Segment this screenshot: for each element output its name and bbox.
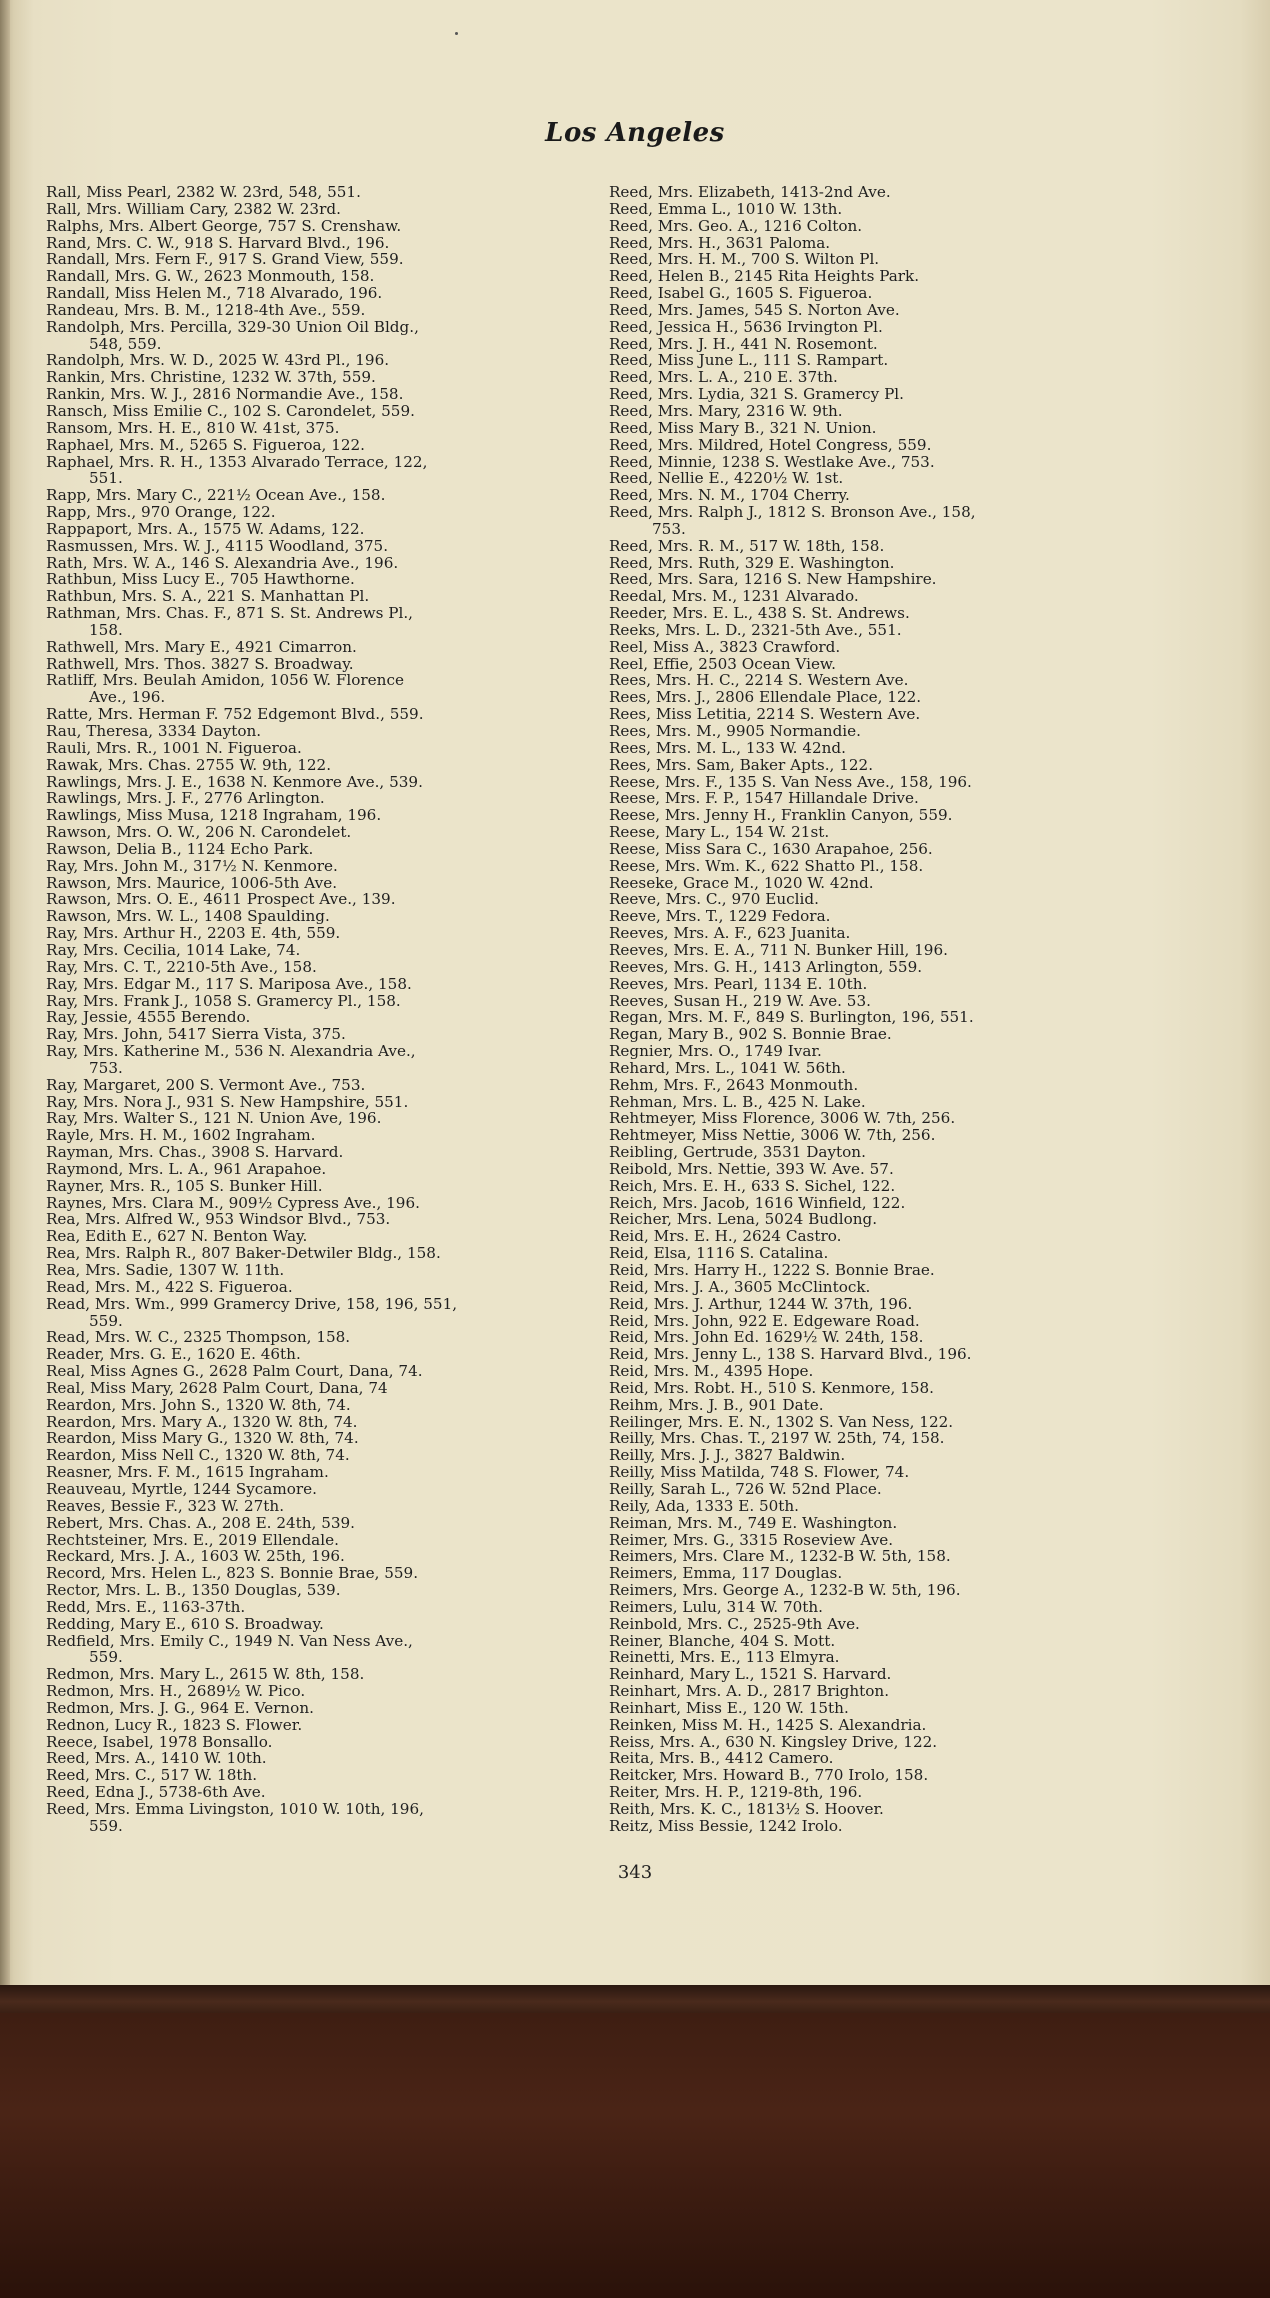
right-column (609, 184, 1169, 1835)
directory-entry: Reed, Mrs. Lydia, 321 S. Gramercy Pl. (609, 385, 904, 404)
directory-entry: Rees, Mrs. M. L., 133 W. 42nd. (609, 738, 846, 757)
directory-entry: Reed, Minnie, 1238 S. Westlake Ave., 753. (609, 452, 935, 471)
directory-entry: Rawson, Mrs. O. W., 206 N. Carondelet. (46, 823, 352, 842)
directory-entry: Reed, Mrs. Mary, 2316 W. 9th. (609, 401, 843, 420)
directory-entry: Reid, Mrs. J. A., 3605 McClintock. (609, 1277, 871, 1296)
directory-entry: Reimer, Mrs. G., 3315 Roseview Ave. (609, 1530, 894, 1549)
directory-entry: Rathwell, Mrs. Mary E., 4921 Cimarron. (46, 637, 357, 656)
directory-entry: Reed, Emma L., 1010 W. 13th. (609, 199, 843, 218)
directory-entry: Reed, Mrs. Ralph J., 1812 S. Bronson Ave., 158, (609, 503, 976, 522)
directory-entry: Reed, Mrs. L. A., 210 E. 37th. (609, 368, 838, 387)
directory-entry: Rathman, Mrs. Chas. F., 871 S. St. Andrews Pl., (46, 604, 414, 623)
directory-entry: Reardon, Mrs. Mary A., 1320 W. 8th, 74. (46, 1412, 358, 1431)
directory-entry: Reimers, Lulu, 314 W. 70th. (609, 1597, 824, 1616)
directory-entry: Ransch, Miss Emilie C., 102 S. Carondelet, 559. (46, 401, 415, 420)
directory-entry: Rea, Mrs. Ralph R., 807 Baker-Detwiler Bldg., 158. (46, 1244, 441, 1263)
directory-entry: Reese, Mrs. F., 135 S. Van Ness Ave., 158, 196. (609, 772, 972, 791)
directory-entry: Reardon, Mrs. John S., 1320 W. 8th, 74. (46, 1395, 351, 1414)
directory-entry: Reiter, Mrs. H. P., 1219-8th, 196. (609, 1783, 863, 1802)
directory-entry: Randolph, Mrs. Percilla, 329-30 Union Oil Bldg., (46, 317, 419, 336)
directory-entry: Reed, Mrs. C., 517 W. 18th. (46, 1766, 258, 1785)
directory-entry: Ray, Mrs. Frank J., 1058 S. Gramercy Pl., 158. (46, 991, 401, 1010)
directory-entry: Rall, Miss Pearl, 2382 W. 23rd, 548, 551. (46, 183, 361, 201)
directory-entry: Reicher, Mrs. Lena, 5024 Budlong. (609, 1210, 878, 1229)
directory-entry: Rawlings, Mrs. J. F., 2776 Arlington. (46, 789, 325, 808)
directory-entry: Reauveau, Myrtle, 1244 Sycamore. (46, 1479, 317, 1498)
directory-entry: Rees, Mrs. J., 2806 Ellendale Place, 122. (609, 688, 922, 707)
directory-entry: Reel, Miss A., 3823 Crawford. (609, 637, 841, 656)
directory-entry: Rathbun, Mrs. S. A., 221 S. Manhattan Pl. (46, 587, 370, 606)
directory-entry: Rayner, Mrs. R., 105 S. Bunker Hill. (46, 1176, 323, 1195)
directory-entry: Randall, Miss Helen M., 718 Alvarado, 196. (46, 284, 383, 303)
directory-entry: Rea, Mrs. Alfred W., 953 Windsor Blvd., 753. (46, 1210, 391, 1229)
directory-entry: Reinhard, Mary L., 1521 S. Harvard. (609, 1665, 892, 1684)
page-gutter (0, 0, 10, 1985)
directory-entry: Reel, Effie, 2503 Ocean View. (609, 654, 836, 673)
directory-entry: Reinbold, Mrs. C., 2525-9th Ave. (609, 1614, 860, 1633)
directory-entry: Reily, Ada, 1333 E. 50th. (609, 1496, 800, 1515)
directory-entry: Regnier, Mrs. O., 1749 Ivar. (609, 1042, 822, 1061)
directory-entry: Reibling, Gertrude, 3531 Dayton. (609, 1143, 866, 1162)
directory-entry: Rayle, Mrs. H. M., 1602 Ingraham. (46, 1126, 316, 1145)
page-title: Los Angeles (545, 118, 725, 148)
directory-entry: Reeves, Mrs. E. A., 711 N. Bunker Hill, 196. (609, 940, 948, 959)
directory-entry: Reed, Mrs. Geo. A., 1216 Colton. (609, 216, 863, 235)
directory-entry: Rehtmeyer, Miss Florence, 3006 W. 7th, 256. (609, 1109, 956, 1128)
directory-entry: Rees, Mrs. M., 9905 Normandie. (609, 722, 861, 740)
directory-entry-continuation: 753. (89, 1058, 123, 1077)
directory-entry: Reed, Isabel G., 1605 S. Figueroa. (609, 284, 873, 303)
directory-entry: Rasmussen, Mrs. W. J., 4115 Woodland, 375. (46, 536, 389, 555)
directory-entry: Rawson, Delia B., 1124 Echo Park. (46, 839, 314, 858)
directory-entry: Regan, Mrs. M. F., 849 S. Burlington, 196, 551. (609, 1008, 974, 1027)
directory-entry: Redmon, Mrs. J. G., 964 E. Vernon. (46, 1698, 314, 1717)
directory-entry: Reimers, Mrs. George A., 1232-B W. 5th, 196. (609, 1581, 961, 1600)
directory-entry: Reid, Mrs. J. Arthur, 1244 W. 37th, 196. (609, 1294, 913, 1313)
directory-entry: Reed, Mrs. H., 3631 Paloma. (609, 233, 831, 252)
directory-entry: Reilly, Miss Matilda, 748 S. Flower, 74. (609, 1463, 910, 1482)
directory-entry: Randeau, Mrs. B. M., 1218-4th Ave., 559. (46, 300, 366, 319)
directory-entry: Rawlings, Mrs. J. E., 1638 N. Kenmore Ave., 539. (46, 772, 423, 791)
directory-entry: Ray, Mrs. Arthur H., 2203 E. 4th, 559. (46, 924, 341, 943)
directory-entry: Rednon, Lucy R., 1823 S. Flower. (46, 1715, 303, 1734)
directory-entry: Reid, Mrs. Harry H., 1222 S. Bonnie Brae. (609, 1261, 935, 1279)
directory-entry: Reed, Helen B., 2145 Rita Heights Park. (609, 267, 920, 286)
directory-entry: Reed, Mrs. Ruth, 329 E. Washington. (609, 553, 895, 572)
directory-entry: Reece, Isabel, 1978 Bonsallo. (46, 1732, 273, 1751)
directory-entry: Reese, Mrs. F. P., 1547 Hillandale Drive. (609, 789, 919, 808)
directory-entry: Record, Mrs. Helen L., 823 S. Bonnie Brae, 559. (46, 1564, 419, 1583)
directory-entry: Redd, Mrs. E., 1163-37th. (46, 1597, 246, 1616)
directory-entry: Raphael, Mrs. M., 5265 S. Figueroa, 122. (46, 435, 366, 454)
directory-entry: Rees, Miss Letitia, 2214 S. Western Ave. (609, 705, 921, 724)
directory-entry: Reed, Miss June L., 111 S. Rampart. (609, 351, 889, 370)
directory-entry: Reed, Miss Mary B., 321 N. Union. (609, 418, 877, 437)
directory-entry: Reilly, Sarah L., 726 W. 52nd Place. (609, 1479, 882, 1498)
directory-entry: Reed, Mrs. N. M., 1704 Cherry. (609, 486, 850, 505)
directory-entry: Reid, Elsa, 1116 S. Catalina. (609, 1244, 829, 1263)
directory-entry: Rawak, Mrs. Chas. 2755 W. 9th, 122. (46, 755, 332, 774)
directory-entry: Reckard, Mrs. J. A., 1603 W. 25th, 196. (46, 1547, 345, 1566)
directory-entry: Rebert, Mrs. Chas. A., 208 E. 24th, 539. (46, 1513, 356, 1532)
directory-entry: Raphael, Mrs. R. H., 1353 Alvarado Terrace, 122, (46, 452, 428, 471)
directory-entry: Reeseke, Grace M., 1020 W. 42nd. (609, 873, 874, 892)
directory-entry: Ralphs, Mrs. Albert George, 757 S. Crenshaw. (46, 216, 402, 235)
directory-entry-continuation: 753. (652, 519, 686, 538)
directory-entry: Reed, Mrs. Emma Livingston, 1010 W. 10th, 196, (46, 1800, 424, 1818)
directory-entry: Reeve, Mrs. T., 1229 Fedora. (609, 907, 831, 926)
directory-entry: Reilinger, Mrs. E. N., 1302 S. Van Ness, 122. (609, 1412, 954, 1431)
directory-entry: Reid, Mrs. Robt. H., 510 S. Kenmore, 158. (609, 1378, 935, 1397)
directory-entry: Reihm, Mrs. J. B., 901 Date. (609, 1395, 824, 1414)
directory-entry: Randolph, Mrs. W. D., 2025 W. 43rd Pl., 196. (46, 351, 390, 370)
book-cover-background (0, 2013, 1270, 2298)
directory-entry: Reed, Edna J., 5738-6th Ave. (46, 1783, 266, 1802)
directory-entry-continuation: 158. (89, 620, 123, 639)
directory-entry: Reilly, Mrs. Chas. T., 2197 W. 25th, 74, 158. (609, 1429, 945, 1448)
directory-entry: Ray, Mrs. Cecilia, 1014 Lake, 74. (46, 940, 301, 959)
directory-entry: Reita, Mrs. B., 4412 Camero. (609, 1749, 834, 1768)
directory-entry: Rehm, Mrs. F., 2643 Monmouth. (609, 1075, 859, 1094)
directory-entry: Ray, Jessie, 4555 Berendo. (46, 1008, 251, 1027)
directory-entry: Randall, Mrs. G. W., 2623 Monmouth, 158. (46, 267, 375, 286)
directory-entry: Reeks, Mrs. L. D., 2321-5th Ave., 551. (609, 620, 902, 639)
left-column (46, 184, 591, 1835)
directory-entry-continuation: 559. (89, 1648, 123, 1667)
speck (455, 32, 458, 35)
directory-entry: Ray, Mrs. Edgar M., 117 S. Mariposa Ave., 158. (46, 974, 412, 993)
directory-entry: Rathwell, Mrs. Thos. 3827 S. Broadway. (46, 654, 354, 673)
directory-entry: Rechtsteiner, Mrs. E., 2019 Ellendale. (46, 1530, 339, 1549)
directory-entry: Ray, Mrs. John M., 317½ N. Kenmore. (46, 856, 338, 875)
directory-entry: Reese, Mrs. Jenny H., Franklin Canyon, 559. (609, 806, 953, 825)
directory-entry: Reiman, Mrs. M., 749 E. Washington. (609, 1513, 898, 1532)
directory-entry: Ray, Mrs. John, 5417 Sierra Vista, 375. (46, 1025, 346, 1044)
directory-entry: Reed, Mrs. Sara, 1216 S. New Hampshire. (609, 570, 937, 589)
directory-entry: Redding, Mary E., 610 S. Broadway. (46, 1614, 324, 1633)
directory-entry: Ray, Mrs. C. T., 2210-5th Ave., 158. (46, 957, 317, 976)
directory-entry: Reiner, Blanche, 404 S. Mott. (609, 1631, 836, 1650)
directory-entry: Rea, Mrs. Sadie, 1307 W. 11th. (46, 1261, 285, 1279)
directory-entry: Raymond, Mrs. L. A., 961 Arapahoe. (46, 1159, 327, 1178)
page-edge-shadow (0, 1985, 1270, 2013)
directory-entry: Raynes, Mrs. Clara M., 909½ Cypress Ave., 196. (46, 1193, 420, 1212)
directory-entry: Reed, Mrs. R. M., 517 W. 18th, 158. (609, 536, 885, 555)
directory-entry: Reese, Mary L., 154 W. 21st. (609, 823, 830, 842)
directory-entry: Ray, Mrs. Nora J., 931 S. New Hampshire, 551. (46, 1092, 409, 1111)
directory-entry: Reilly, Mrs. J. J., 3827 Baldwin. (609, 1446, 846, 1465)
directory-entry: Ray, Mrs. Katherine M., 536 N. Alexandria Ave., (46, 1042, 416, 1061)
directory-entry: Reardon, Miss Mary G., 1320 W. 8th, 74. (46, 1429, 359, 1448)
directory-entry-continuation: Ave., 196. (89, 688, 166, 707)
directory-entry: Reitz, Miss Bessie, 1242 Irolo. (609, 1816, 843, 1835)
directory-entry: Rapp, Mrs., 970 Orange, 122. (46, 503, 276, 522)
directory-entry: Rawlings, Miss Musa, 1218 Ingraham, 196. (46, 806, 382, 825)
directory-entry: Read, Mrs. M., 422 S. Figueroa. (46, 1277, 293, 1296)
directory-entry: Reid, Mrs. E. H., 2624 Castro. (609, 1227, 842, 1246)
directory-entry-continuation: 559. (89, 1816, 123, 1835)
directory-entry: Real, Miss Agnes G., 2628 Palm Court, Dana, 74. (46, 1362, 423, 1381)
directory-entry: Rehtmeyer, Miss Nettie, 3006 W. 7th, 256. (609, 1126, 936, 1145)
directory-entry: Rapp, Mrs. Mary C., 221½ Ocean Ave., 158. (46, 486, 386, 505)
directory-entry: Rehard, Mrs. L., 1041 W. 56th. (609, 1058, 846, 1077)
directory-entry: Rees, Mrs. Sam, Baker Apts., 122. (609, 755, 874, 774)
directory-entry: Rea, Edith E., 627 N. Benton Way. (46, 1227, 308, 1246)
directory-entry: Reeder, Mrs. E. L., 438 S. St. Andrews. (609, 604, 910, 623)
directory-entry: Redfield, Mrs. Emily C., 1949 N. Van Ness Ave., (46, 1631, 413, 1650)
directory-entry: Rawson, Mrs. W. L., 1408 Spaulding. (46, 907, 330, 926)
directory-entry: Reeves, Mrs. G. H., 1413 Arlington, 559. (609, 957, 923, 976)
directory-entry: Read, Mrs. W. C., 2325 Thompson, 158. (46, 1328, 351, 1347)
directory-entry: Ray, Margaret, 200 S. Vermont Ave., 753. (46, 1075, 366, 1094)
directory-entry: Reimers, Emma, 117 Douglas. (609, 1564, 843, 1583)
directory-entry: Reasner, Mrs. F. M., 1615 Ingraham. (46, 1463, 329, 1482)
directory-entry: Reed, Mrs. A., 1410 W. 10th. (46, 1749, 267, 1768)
directory-entry: Reitcker, Mrs. Howard B., 770 Irolo, 158. (609, 1766, 929, 1785)
directory-entry: Reader, Mrs. G. E., 1620 E. 46th. (46, 1345, 301, 1364)
directory-entry: Reinken, Miss M. H., 1425 S. Alexandria. (609, 1715, 927, 1734)
directory-entry: Reeve, Mrs. C., 970 Euclid. (609, 890, 819, 909)
directory-entry: Rawson, Mrs. O. E., 4611 Prospect Ave., 139. (46, 890, 396, 909)
directory-entry: Reinhart, Miss E., 120 W. 15th. (609, 1698, 849, 1717)
directory-entry: Reid, Mrs. M., 4395 Hope. (609, 1362, 814, 1381)
directory-entry: Reeves, Mrs. Pearl, 1134 E. 10th. (609, 974, 868, 993)
directory-entry: Real, Miss Mary, 2628 Palm Court, Dana, 74 (46, 1378, 388, 1397)
directory-entry: Reeves, Susan H., 219 W. Ave. 53. (609, 991, 871, 1010)
directory-entry: Reese, Mrs. Wm. K., 622 Shatto Pl., 158. (609, 856, 924, 875)
directory-entry-continuation: 559. (89, 1311, 123, 1330)
directory-entry: Reed, Mrs. J. H., 441 N. Rosemont. (609, 334, 878, 353)
directory-entry: Reid, Mrs. Jenny L., 138 S. Harvard Blvd., 196. (609, 1345, 972, 1364)
directory-entry: Rau, Theresa, 3334 Dayton. (46, 722, 262, 740)
directory-entry: Reich, Mrs. E. H., 633 S. Sichel, 122. (609, 1176, 896, 1195)
directory-entry: Reinetti, Mrs. E., 113 Elmyra. (609, 1648, 840, 1667)
directory-entry: Reedal, Mrs. M., 1231 Alvarado. (609, 587, 859, 606)
directory-entry: Reibold, Mrs. Nettie, 393 W. Ave. 57. (609, 1159, 894, 1178)
directory-entry: Rector, Mrs. L. B., 1350 Douglas, 539. (46, 1581, 341, 1600)
directory-entry: Rand, Mrs. C. W., 918 S. Harvard Blvd., 196. (46, 233, 390, 252)
directory-entry: Reed, Mrs. Elizabeth, 1413-2nd Ave. (609, 183, 891, 201)
directory-entry: Rathbun, Miss Lucy E., 705 Hawthorne. (46, 570, 355, 589)
directory-entry: Rehman, Mrs. L. B., 425 N. Lake. (609, 1092, 866, 1111)
directory-entry: Rawson, Mrs. Maurice, 1006-5th Ave. (46, 873, 338, 892)
directory-entry: Reed, Mrs. James, 545 S. Norton Ave. (609, 300, 900, 319)
directory-entry: Reeves, Mrs. A. F., 623 Juanita. (609, 924, 851, 943)
directory-entry: Reid, Mrs. John, 922 E. Edgeware Road. (609, 1311, 920, 1330)
directory-entry: Rath, Mrs. W. A., 146 S. Alexandria Ave., 196. (46, 553, 399, 572)
directory-entry: Reith, Mrs. K. C., 1813½ S. Hoover. (609, 1800, 884, 1818)
directory-entry: Rankin, Mrs. W. J., 2816 Normandie Ave., 158. (46, 385, 404, 404)
directory-entry: Redmon, Mrs. Mary L., 2615 W. 8th, 158. (46, 1665, 365, 1684)
directory-entry: Ransom, Mrs. H. E., 810 W. 41st, 375. (46, 418, 340, 437)
directory-entry: Reardon, Miss Nell C., 1320 W. 8th, 74. (46, 1446, 350, 1465)
directory-entry: Reese, Miss Sara C., 1630 Arapahoe, 256. (609, 839, 933, 858)
directory-entry-continuation: 551. (89, 469, 123, 488)
directory-entry: Rauli, Mrs. R., 1001 N. Figueroa. (46, 738, 302, 757)
directory-entry: Reed, Mrs. Mildred, Hotel Congress, 559. (609, 435, 932, 454)
directory-entry: Reed, Jessica H., 5636 Irvington Pl. (609, 317, 883, 336)
directory-entry: Reiss, Mrs. A., 630 N. Kingsley Drive, 122. (609, 1732, 938, 1751)
directory-entry: Randall, Mrs. Fern F., 917 S. Grand View, 559. (46, 250, 404, 269)
directory-entry: Reed, Mrs. H. M., 700 S. Wilton Pl. (609, 250, 880, 269)
directory-entry: Reaves, Bessie F., 323 W. 27th. (46, 1496, 285, 1515)
directory-entry: Regan, Mary B., 902 S. Bonnie Brae. (609, 1025, 892, 1044)
directory-entry: Read, Mrs. Wm., 999 Gramercy Drive, 158, 196, 551, (46, 1294, 458, 1313)
directory-entry: Reed, Nellie E., 4220½ W. 1st. (609, 469, 844, 488)
directory-entry: Rees, Mrs. H. C., 2214 S. Western Ave. (609, 671, 909, 690)
directory-entry: Reinhart, Mrs. A. D., 2817 Brighton. (609, 1682, 890, 1701)
directory-entry: Redmon, Mrs. H., 2689½ W. Pico. (46, 1682, 306, 1701)
directory-entry: Rankin, Mrs. Christine, 1232 W. 37th, 559. (46, 368, 376, 387)
directory-entry: Reid, Mrs. John Ed. 1629½ W. 24th, 158. (609, 1328, 924, 1347)
directory-entry: Rappaport, Mrs. A., 1575 W. Adams, 122. (46, 519, 365, 538)
directory-entry: Rayman, Mrs. Chas., 3908 S. Harvard. (46, 1143, 344, 1162)
directory-entry-continuation: 548, 559. (89, 334, 162, 353)
page-number: 343 (617, 1862, 653, 1883)
directory-entry: Reimers, Mrs. Clare M., 1232-B W. 5th, 158. (609, 1547, 951, 1566)
directory-entry: Rall, Mrs. William Cary, 2382 W. 23rd. (46, 199, 341, 218)
directory-entry: Reich, Mrs. Jacob, 1616 Winfield, 122. (609, 1193, 906, 1212)
directory-entry: Ratte, Mrs. Herman F. 752 Edgemont Blvd., 559. (46, 705, 424, 724)
directory-entry: Ratliff, Mrs. Beulah Amidon, 1056 W. Florence (46, 671, 404, 690)
directory-entry: Ray, Mrs. Walter S., 121 N. Union Ave, 196. (46, 1109, 382, 1128)
